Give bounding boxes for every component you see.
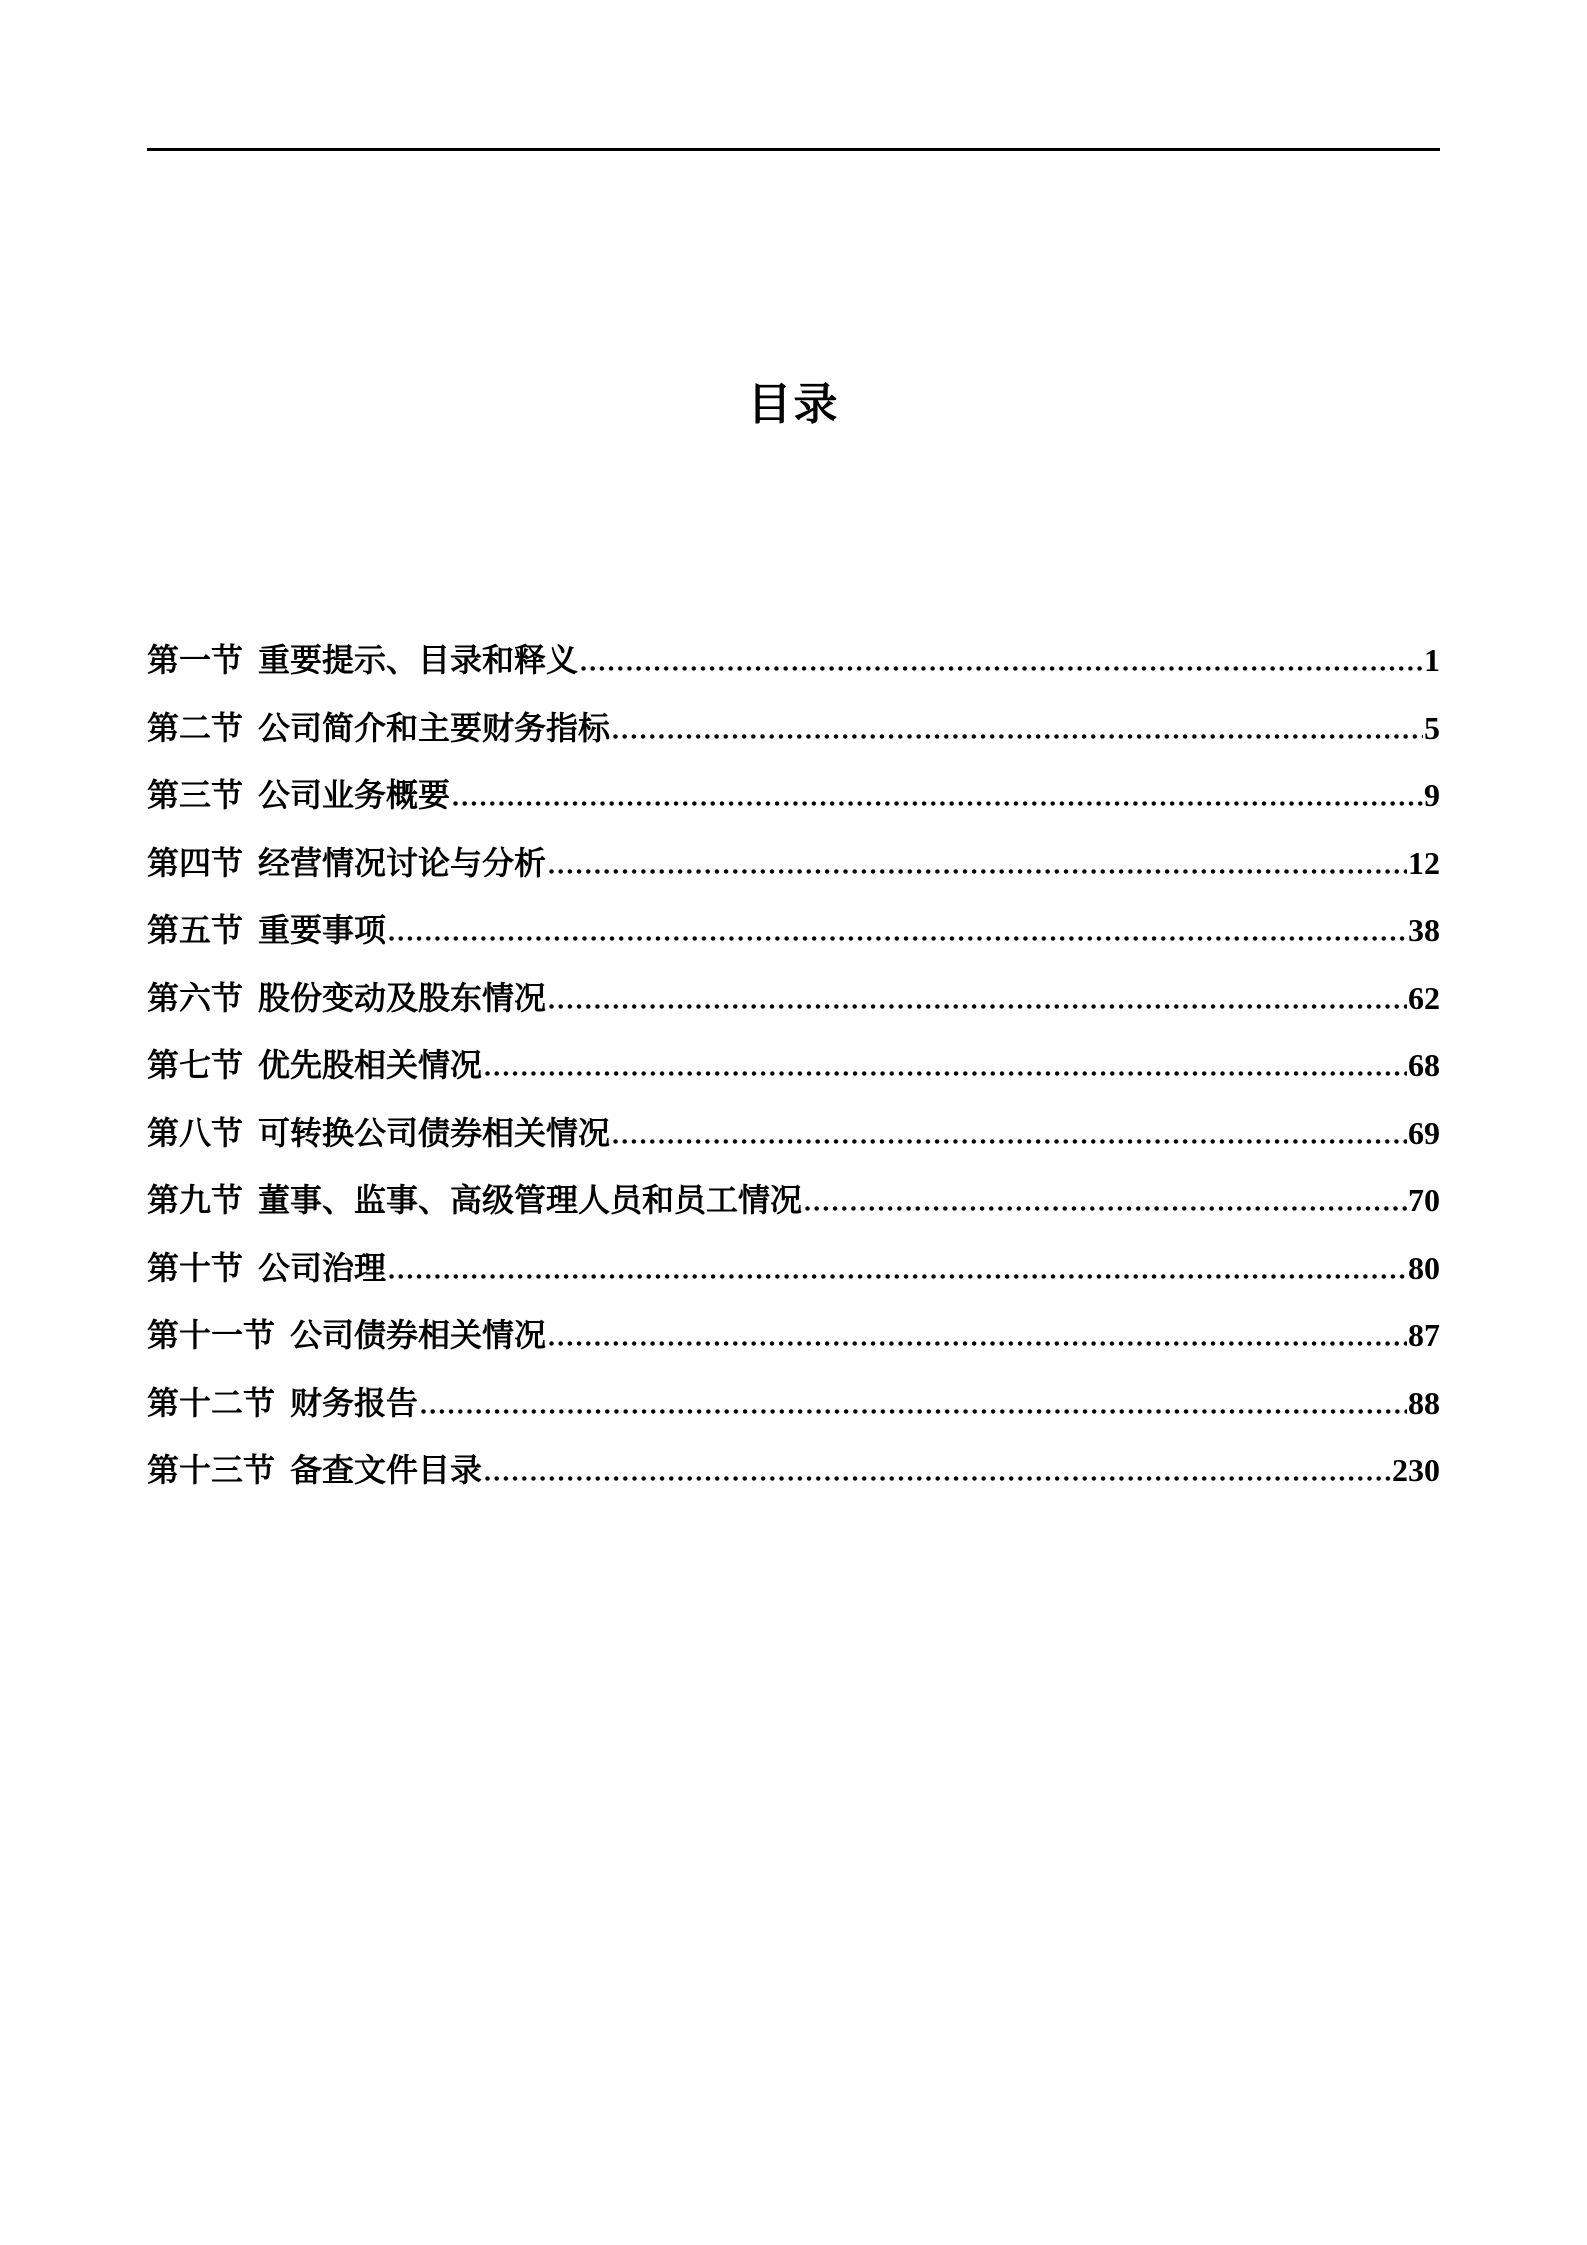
toc-entry[interactable] — [147, 897, 1440, 965]
toc-entry-title: 财务报告 — [290, 1384, 419, 1421]
toc-entry[interactable] — [147, 627, 1440, 695]
toc-page-number: 68 — [1408, 1047, 1440, 1083]
toc-entry-title: 备查文件目录 — [290, 1452, 483, 1488]
toc-entry-title: 经营情况讨论与分析 — [258, 844, 547, 881]
toc-entry[interactable] — [147, 695, 1440, 763]
page-title: 目录 — [747, 380, 840, 429]
toc-entry[interactable] — [147, 1167, 1440, 1235]
toc-entry-title: 公司简介和主要财务指标 — [258, 709, 611, 746]
toc-page-number: 62 — [1408, 979, 1440, 1016]
dot-leader — [389, 936, 1407, 941]
header-rule — [147, 148, 1440, 151]
toc-entry[interactable] — [147, 762, 1440, 830]
toc-entry-title: 董事、监事、高级管理人员和员工情况 — [258, 1182, 803, 1218]
toc-entry-title: 优先股相关情况 — [258, 1047, 483, 1083]
toc-entry[interactable] — [147, 1370, 1440, 1438]
toc-entry[interactable] — [147, 965, 1440, 1033]
toc-page-number: 5 — [1424, 709, 1440, 746]
toc-page-number: 12 — [1408, 844, 1440, 881]
toc-entry-section: 第十节 — [147, 1249, 244, 1286]
toc-entry-section: 第一节 — [147, 642, 244, 678]
toc-entry-title: 重要提示、目录和释义 — [258, 642, 579, 678]
dot-leader — [549, 869, 1407, 874]
toc-page-number: 88 — [1408, 1384, 1440, 1421]
toc-entry-section: 第九节 — [147, 1182, 244, 1218]
dot-leader — [549, 1341, 1407, 1346]
toc-entry-section: 第五节 — [147, 912, 244, 948]
toc-entry-title: 公司治理 — [258, 1249, 387, 1286]
toc-entry-section: 第七节 — [147, 1047, 244, 1083]
dot-leader — [549, 1004, 1407, 1009]
toc-entry-section: 第二节 — [147, 709, 244, 746]
toc-entry-section: 第六节 — [147, 979, 244, 1016]
toc-page-number: 70 — [1408, 1182, 1440, 1218]
toc-entry[interactable] — [147, 1437, 1440, 1505]
dot-leader — [613, 734, 1423, 739]
toc-entry-title: 重要事项 — [258, 912, 387, 948]
toc-entry-section: 第十二节 — [147, 1384, 276, 1421]
dot-leader — [389, 1274, 1407, 1279]
dot-leader — [485, 1476, 1391, 1481]
toc-entry[interactable] — [147, 1302, 1440, 1370]
toc-entry-section: 第十三节 — [147, 1452, 276, 1488]
toc-page-number: 69 — [1408, 1114, 1440, 1151]
toc-page-number: 87 — [1408, 1317, 1440, 1353]
toc-entry-section: 第四节 — [147, 844, 244, 881]
toc-entry[interactable] — [147, 1235, 1440, 1303]
dot-leader — [485, 1071, 1407, 1076]
toc-entry-section: 第三节 — [147, 777, 244, 813]
toc-page-number: 9 — [1424, 777, 1440, 813]
toc-page-number: 38 — [1408, 912, 1440, 948]
dot-leader — [453, 801, 1423, 806]
toc-page-number: 1 — [1424, 642, 1440, 678]
dot-leader — [613, 1139, 1407, 1144]
toc-entry[interactable] — [147, 830, 1440, 898]
toc-entry[interactable] — [147, 1032, 1440, 1100]
toc-page-number: 230 — [1392, 1452, 1440, 1488]
dot-leader — [581, 666, 1423, 671]
dot-leader — [805, 1206, 1407, 1211]
toc-entry[interactable] — [147, 1100, 1440, 1168]
toc-entry-title: 可转换公司债券相关情况 — [258, 1114, 611, 1151]
table-of-contents — [147, 627, 1440, 1505]
toc-entry-section: 第十一节 — [147, 1317, 276, 1353]
toc-entry-title: 公司债券相关情况 — [290, 1317, 547, 1353]
toc-page-number: 80 — [1408, 1249, 1440, 1286]
toc-entry-section: 第八节 — [147, 1114, 244, 1151]
toc-entry-title: 公司业务概要 — [258, 777, 451, 813]
toc-entry-title: 股份变动及股东情况 — [258, 979, 547, 1016]
dot-leader — [421, 1409, 1407, 1414]
